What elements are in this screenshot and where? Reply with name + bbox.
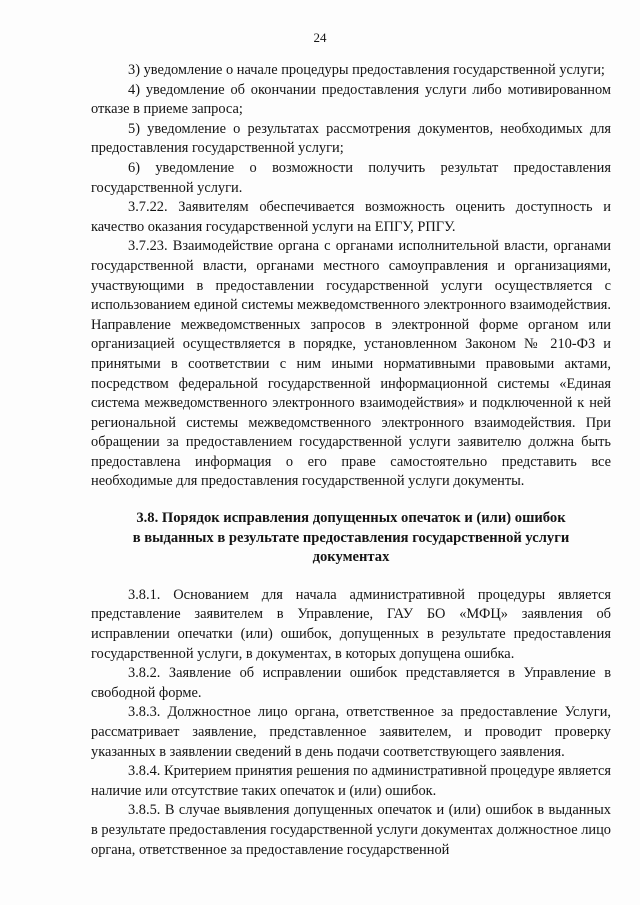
paragraph-3-8-2: 3.8.2. Заявление об исправлении ошибок представляется в Управление в свободной форме. [91, 665, 611, 701]
paragraph-3-7-22: 3.7.22. Заявителям обеспечивается возможность оценить доступность и качество оказания государственной услуги на ЕПГУ, РПГУ. [91, 199, 611, 235]
paragraph-notice-3: 3) уведомление о начале процедуры предоставления государственной услуги; [128, 62, 605, 78]
paragraph-3-8-5: 3.8.5. В случае выявления допущенных опечаток и (или) ошибок в выданных в результате предоставления государственной услуги документах должностное лицо органа, ответственное за предоставление государственной [91, 802, 611, 858]
document-body [91, 61, 611, 860]
section-heading-3-8 [91, 509, 611, 568]
paragraph-notice-4: 4) уведомление об окончании предоставления услуги либо мотивированном отказе в приеме запроса; [91, 81, 611, 118]
page-number: 24 [313, 30, 327, 45]
paragraph-3-8-4: 3.8.4. Критерием принятия решения по административной процедуре является наличие или отсутствие таких опечаток и (или) ошибок. [91, 763, 611, 799]
heading-line: 3.8. Порядок исправления допущенных опечаток и (или) ошибок [136, 510, 566, 527]
paragraph-3-8-1: 3.8.1. Основанием для начала административной процедуры является представление заявителем в Управление, ГАУ БО «МФЦ» заявления об исправлении опечатки (или) ошибок, допущенных в результате предоставления государственной услуги, в документах, в которых допущена ошибка. [91, 586, 611, 662]
heading-line: документах [312, 549, 390, 566]
heading-line: в выданных в результате предоставления государственной услуги [132, 529, 570, 546]
paragraph-notice-6: 6) уведомление о возможности получить результат предоставления государственной услуги. [91, 159, 611, 196]
paragraph-notice-5: 5) уведомление о результатах рассмотрения документов, необходимых для предоставления государственной услуги; [91, 120, 611, 157]
paragraph-3-7-23: 3.7.23. Взаимодействие органа с органами исполнительной власти, органами государственной власти, органами местного самоуправления и организациями, участвующими в предоставлении государственной услуги осуществляется с использованием единой системы межведомственного электронного взаимодействия. Направление межведомственных запросов в электронной форме органом или организацией осуществляется в порядке, установленном Законом № 210-ФЗ и принятыми в соответствии с ним иными нормативными правовыми актами, посредством федеральной государственной информационной системы «Единая система межведомственного электронного взаимодействия» и подключенной к ней региональной системы межведомственного электронного взаимодействия. При обращении за предоставлением государственной услуги заявителю должна быть предоставлена информация о его праве самостоятельно представить все необходимые для предоставления государственной услуги документы. [91, 238, 611, 490]
paragraph-3-8-3: 3.8.3. Должностное лицо органа, ответственное за предоставление Услуги, рассматривает заявление, представленное заявителем, и проводит проверку указанных в заявлении сведений в день подачи соответствующего заявления. [91, 704, 611, 760]
